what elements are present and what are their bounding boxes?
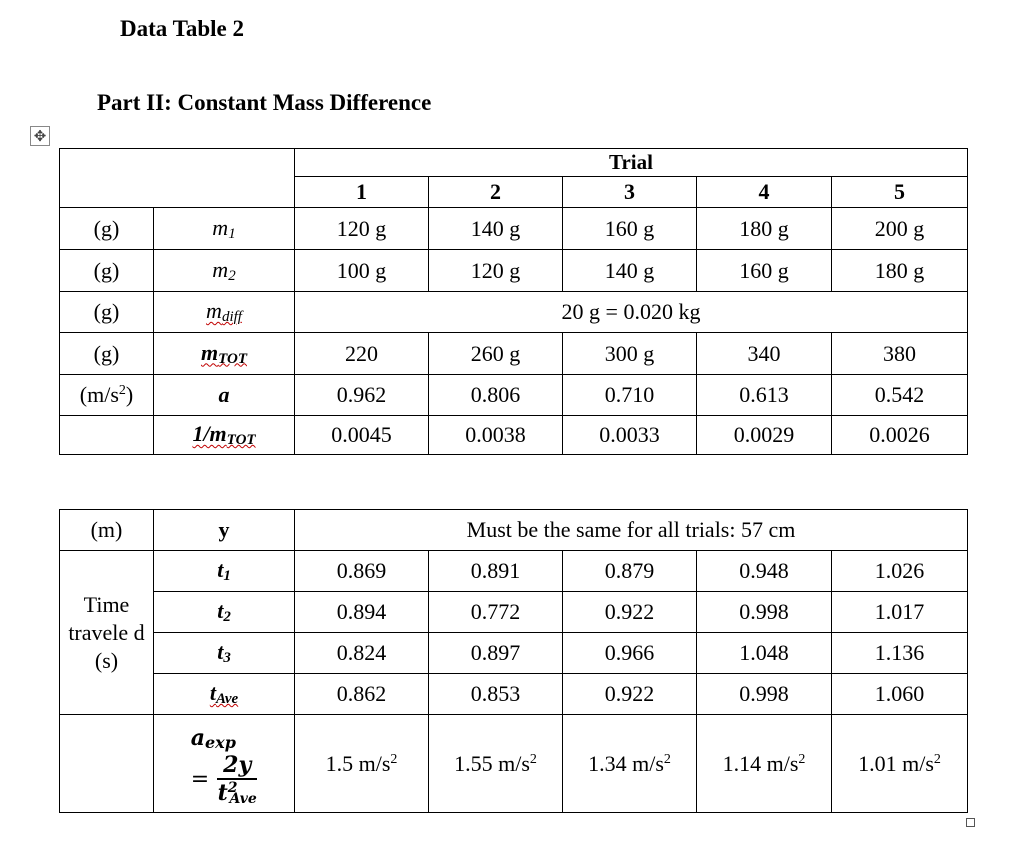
data-cell: 0.613 — [697, 375, 832, 416]
data-cell: 0.948 — [697, 551, 832, 592]
data-cell: 0.897 — [429, 633, 563, 674]
table-row — [60, 333, 968, 375]
trial-number: 4 — [697, 177, 832, 208]
data-cell: 0.879 — [563, 551, 697, 592]
unit-label: (g) — [60, 208, 154, 250]
symbol-label: y — [154, 510, 295, 551]
merged-distance-cell: Must be the same for all trials: 57 cm — [295, 510, 968, 551]
data-cell: 0.853 — [429, 674, 563, 715]
data-cell: 0.0026 — [832, 416, 968, 455]
unit-label: (g) — [60, 333, 154, 375]
data-cell: 0.0045 — [295, 416, 429, 455]
table-row — [60, 208, 968, 250]
table-row — [60, 292, 968, 333]
symbol-label: $t_3$ — [154, 633, 295, 674]
data-cell: 0.0029 — [697, 416, 832, 455]
data-cell: 1.026 — [832, 551, 968, 592]
time-data-table — [59, 509, 968, 813]
trial-number: 2 — [429, 177, 563, 208]
data-cell: 0.862 — [295, 674, 429, 715]
table-row — [60, 633, 968, 674]
data-cell: 1.55 $m/s^2$ — [429, 715, 563, 813]
symbol-label: $t_{Ave}$ — [154, 674, 295, 715]
symbol-label: $t_1$ — [154, 551, 295, 592]
table-row — [60, 250, 968, 292]
data-cell: 220 — [295, 333, 429, 375]
data-cell: 1.048 — [697, 633, 832, 674]
symbol-label: $t_2$ — [154, 592, 295, 633]
data-cell: 0.824 — [295, 633, 429, 674]
table-corner-cell — [60, 149, 295, 208]
time-traveled-label: Time travele d (s) — [60, 551, 154, 715]
trial-number: 5 — [832, 177, 968, 208]
section-heading: Part II: Constant Mass Difference — [97, 90, 432, 115]
symbol-label: a — [154, 375, 295, 416]
table-row — [60, 510, 968, 551]
table-row — [60, 592, 968, 633]
symbol-label: $1/m_{TOT}$ — [154, 416, 295, 455]
table-row — [60, 715, 968, 813]
data-cell: 1.01 $m/s^2$ — [832, 715, 968, 813]
table-row — [60, 551, 968, 592]
symbol-label: $m_{diff}$ — [154, 292, 295, 333]
data-cell: 380 — [832, 333, 968, 375]
data-cell: 160 g — [563, 208, 697, 250]
data-cell: 100 g — [295, 250, 429, 292]
mass-data-table — [59, 148, 968, 455]
data-cell: 160 g — [697, 250, 832, 292]
unit-label: (g) — [60, 250, 154, 292]
data-cell: 1.5 $m/s^2$ — [295, 715, 429, 813]
table-row — [60, 674, 968, 715]
data-cell: 1.060 — [832, 674, 968, 715]
data-cell: 0.542 — [832, 375, 968, 416]
data-cell: 0.998 — [697, 592, 832, 633]
data-cell: 120 g — [295, 208, 429, 250]
data-cell: 0.962 — [295, 375, 429, 416]
data-cell: 340 — [697, 333, 832, 375]
data-cell: 1.136 — [832, 633, 968, 674]
data-cell: 0.710 — [563, 375, 697, 416]
data-cell: 0.966 — [563, 633, 697, 674]
move-arrows-icon[interactable]: ✥ — [30, 126, 50, 146]
symbol-label: $m_1$ — [154, 208, 295, 250]
acceleration-formula: aexp = $\frac{2y}{t^2_{Ave}}$ — [154, 715, 295, 813]
data-cell: 0.0038 — [429, 416, 563, 455]
data-cell: 0.772 — [429, 592, 563, 633]
data-cell: 0.922 — [563, 592, 697, 633]
data-cell: 0.806 — [429, 375, 563, 416]
document-title: Data Table 2 — [120, 16, 244, 41]
data-cell: 0.891 — [429, 551, 563, 592]
data-cell: 120 g — [429, 250, 563, 292]
symbol-label: $m_{TOT}$ — [154, 333, 295, 375]
data-cell: 0.922 — [563, 674, 697, 715]
trial-number: 1 — [295, 177, 429, 208]
data-cell: 140 g — [429, 208, 563, 250]
table-row — [60, 416, 968, 455]
data-cell: 1.14 $m/s^2$ — [697, 715, 832, 813]
trial-number: 3 — [563, 177, 697, 208]
data-cell: 0.869 — [295, 551, 429, 592]
unit-label: $(m/s^2)$ — [60, 375, 154, 416]
merged-mass-difference-cell: 20 g = 0.020 kg — [295, 292, 968, 333]
data-cell: 140 g — [563, 250, 697, 292]
data-cell: 180 g — [832, 250, 968, 292]
data-cell: 0.894 — [295, 592, 429, 633]
unit-label: (g) — [60, 292, 154, 333]
data-cell: 0.0033 — [563, 416, 697, 455]
unit-label: (m) — [60, 510, 154, 551]
trial-header: Trial — [295, 149, 968, 177]
empty-unit-cell — [60, 715, 154, 813]
data-cell: 180 g — [697, 208, 832, 250]
data-cell: 300 g — [563, 333, 697, 375]
symbol-label: $m_2$ — [154, 250, 295, 292]
data-cell: 1.017 — [832, 592, 968, 633]
table-row — [60, 375, 968, 416]
data-cell: 1.34 $m/s^2$ — [563, 715, 697, 813]
data-cell: 0.998 — [697, 674, 832, 715]
data-cell: 260 g — [429, 333, 563, 375]
data-cell: 200 g — [832, 208, 968, 250]
unit-label — [60, 416, 154, 455]
resize-square-icon[interactable] — [966, 818, 975, 827]
